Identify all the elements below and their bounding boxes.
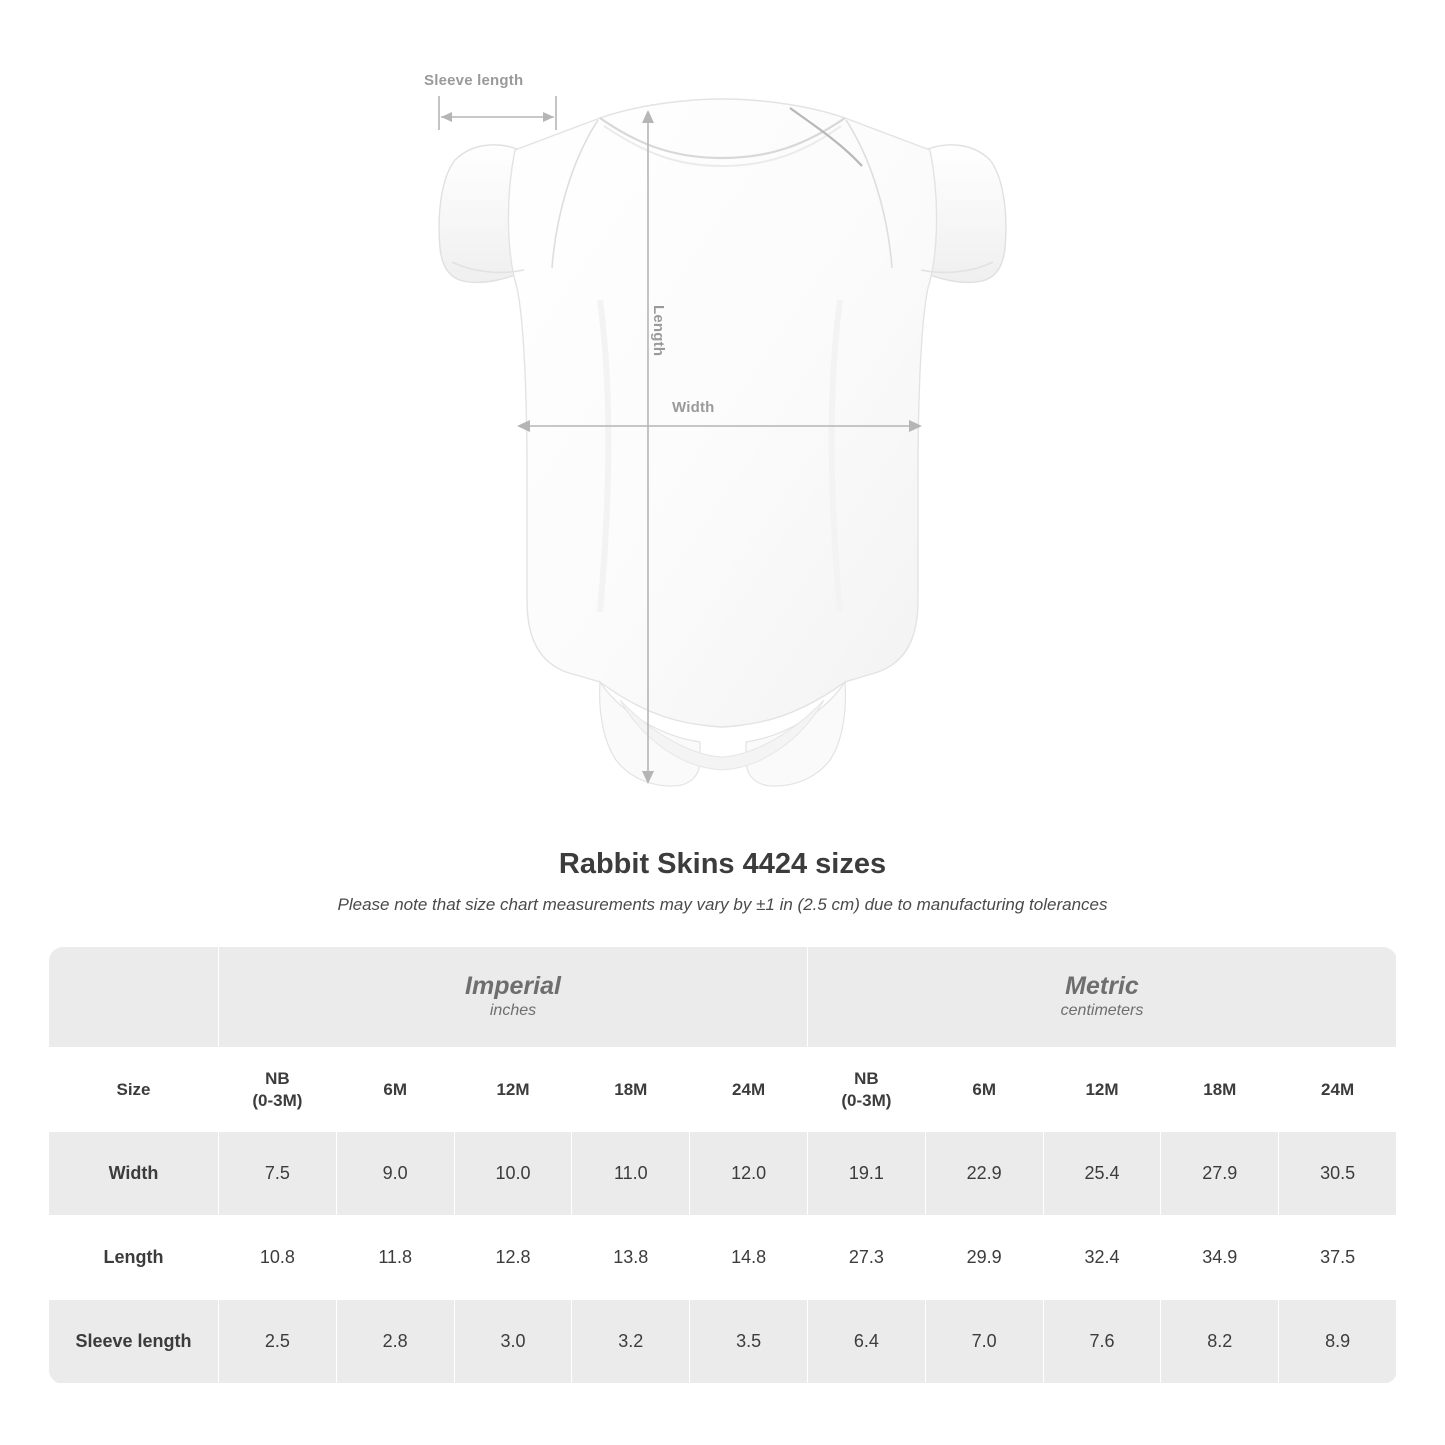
col-header-24m-metric: 24M <box>1279 1048 1397 1132</box>
col-header-18m-metric: 18M <box>1161 1048 1279 1132</box>
table-row <box>49 1300 1397 1384</box>
cell-length-nb-cm: 27.3 <box>807 1216 925 1300</box>
unit-group-metric-name: Metric <box>1065 972 1139 1001</box>
unit-group-imperial-sub: inches <box>489 1001 537 1019</box>
cell-width-18m-cm: 27.9 <box>1161 1132 1279 1216</box>
row-label-sleeve-length: Sleeve length <box>49 1300 219 1384</box>
sleeve-length-label: Sleeve length <box>424 72 524 89</box>
col-header-line1: NB <box>854 1069 879 1089</box>
col-header-12m-metric: 12M <box>1043 1048 1161 1132</box>
col-header-6m-imperial: 6M <box>336 1048 454 1132</box>
cell-length-18m-cm: 34.9 <box>1161 1216 1279 1300</box>
tolerance-note: Please note that size chart measurements may vary by ±1 in (2.5 cm) due to manufacturing tolerances <box>337 895 1108 914</box>
table-row <box>49 1216 1397 1300</box>
cell-length-18m-in: 13.8 <box>572 1216 690 1300</box>
unit-group-metric <box>807 947 1396 1048</box>
col-header-12m-imperial: 12M <box>454 1048 572 1132</box>
cell-sleeve-12m-in: 3.0 <box>454 1300 572 1384</box>
cell-sleeve-6m-cm: 7.0 <box>925 1300 1043 1384</box>
cell-sleeve-18m-cm: 8.2 <box>1161 1300 1279 1384</box>
size-header-label: Size <box>49 1048 219 1132</box>
table-row <box>49 1132 1397 1216</box>
cell-width-nb-cm: 19.1 <box>807 1132 925 1216</box>
unit-group-imperial <box>219 947 808 1048</box>
col-header-18m-imperial: 18M <box>572 1048 690 1132</box>
cell-length-24m-in: 14.8 <box>690 1216 808 1300</box>
cell-sleeve-6m-in: 2.8 <box>336 1300 454 1384</box>
title-block <box>0 848 1445 915</box>
length-label: Length <box>650 305 667 357</box>
cell-length-6m-cm: 29.9 <box>925 1216 1043 1300</box>
cell-length-24m-cm: 37.5 <box>1279 1216 1397 1300</box>
unit-group-metric-sub: centimeters <box>1060 1001 1144 1019</box>
cell-width-nb-in: 7.5 <box>219 1132 337 1216</box>
row-label-length: Length <box>49 1216 219 1300</box>
row-label-width: Width <box>49 1132 219 1216</box>
unit-group-imperial-name: Imperial <box>465 972 561 1001</box>
unit-header-row <box>49 947 1397 1048</box>
cell-width-18m-in: 11.0 <box>572 1132 690 1216</box>
col-header-nb-metric <box>807 1048 925 1132</box>
width-label: Width <box>672 399 715 416</box>
cell-sleeve-nb-cm: 6.4 <box>807 1300 925 1384</box>
col-header-line2: (0-3M) <box>841 1090 892 1110</box>
cell-width-6m-in: 9.0 <box>336 1132 454 1216</box>
cell-width-6m-cm: 22.9 <box>925 1132 1043 1216</box>
cell-width-24m-cm: 30.5 <box>1279 1132 1397 1216</box>
cell-sleeve-24m-cm: 8.9 <box>1279 1300 1397 1384</box>
cell-width-12m-cm: 25.4 <box>1043 1132 1161 1216</box>
cell-length-12m-cm: 32.4 <box>1043 1216 1161 1300</box>
cell-length-12m-in: 12.8 <box>454 1216 572 1300</box>
col-header-6m-metric: 6M <box>925 1048 1043 1132</box>
size-table <box>48 946 1397 1384</box>
cell-sleeve-12m-cm: 7.6 <box>1043 1300 1161 1384</box>
cell-sleeve-24m-in: 3.5 <box>690 1300 808 1384</box>
cell-width-24m-in: 12.0 <box>690 1132 808 1216</box>
size-table-wrap <box>48 946 1397 1384</box>
size-header-row <box>49 1048 1397 1132</box>
cell-sleeve-18m-in: 3.2 <box>572 1300 690 1384</box>
cell-sleeve-nb-in: 2.5 <box>219 1300 337 1384</box>
page-title: Rabbit Skins 4424 sizes <box>558 848 887 880</box>
cell-width-12m-in: 10.0 <box>454 1132 572 1216</box>
cell-length-6m-in: 11.8 <box>336 1216 454 1300</box>
cell-length-nb-in: 10.8 <box>219 1216 337 1300</box>
unit-header-spacer <box>49 947 219 1048</box>
col-header-nb-imperial <box>219 1048 337 1132</box>
col-header-24m-imperial: 24M <box>690 1048 808 1132</box>
col-header-line1: NB <box>265 1069 290 1089</box>
col-header-line2: (0-3M) <box>252 1090 303 1110</box>
